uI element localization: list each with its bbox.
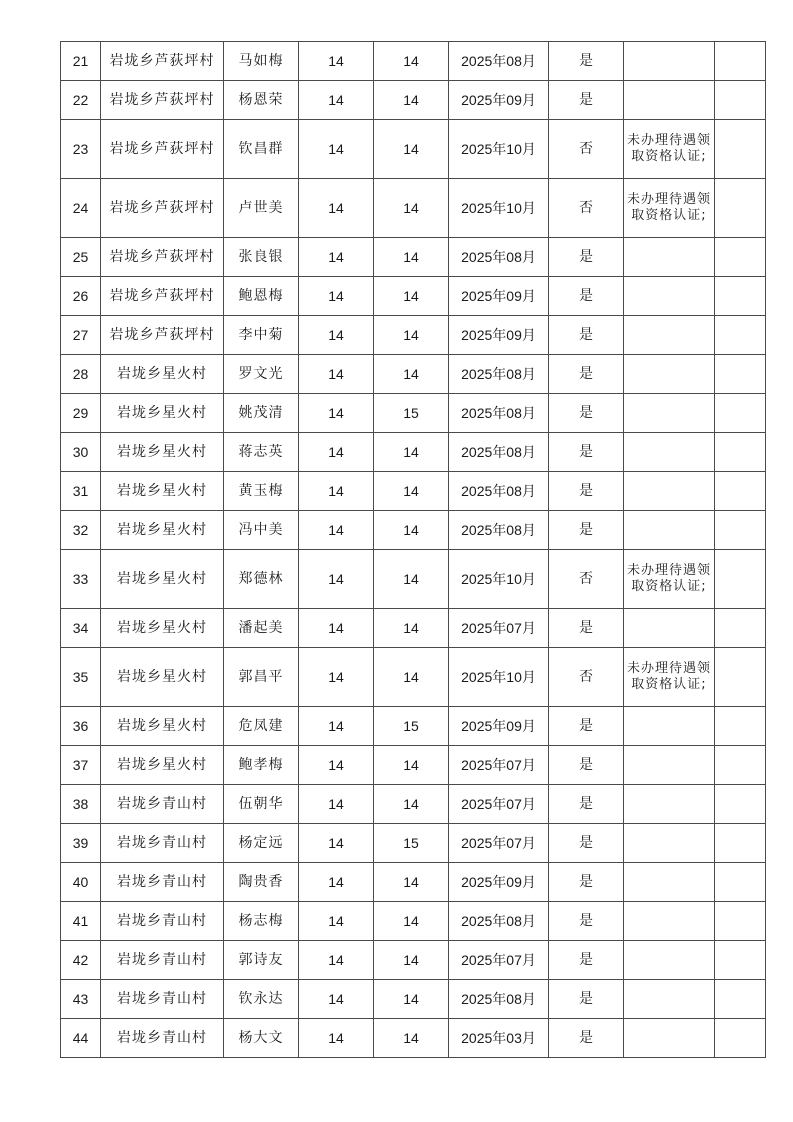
extra-cell: [715, 120, 766, 179]
table-row: [61, 81, 766, 120]
village-cell: 岩垅乡星火村: [101, 394, 224, 433]
note-cell: [624, 609, 715, 648]
value-cell-2: 14: [374, 511, 449, 550]
person-name-cell: 马如梅: [224, 42, 299, 81]
table-row: [61, 316, 766, 355]
date-cell: 2025年08月: [449, 511, 549, 550]
date-cell: 2025年08月: [449, 238, 549, 277]
status-cell: 否: [549, 648, 624, 707]
table-row: [61, 355, 766, 394]
status-cell: 是: [549, 394, 624, 433]
person-name-cell: 鲍孝梅: [224, 746, 299, 785]
value-cell-2: 14: [374, 238, 449, 277]
table-row: [61, 609, 766, 648]
village-cell: 岩垅乡星火村: [101, 707, 224, 746]
person-name-cell: 伍朝华: [224, 785, 299, 824]
extra-cell: [715, 785, 766, 824]
row-number-cell: 21: [61, 42, 101, 81]
table-row: [61, 42, 766, 81]
date-cell: 2025年07月: [449, 941, 549, 980]
status-cell: 是: [549, 863, 624, 902]
status-cell: 否: [549, 550, 624, 609]
value-cell-2: 14: [374, 81, 449, 120]
extra-cell: [715, 81, 766, 120]
status-cell: 是: [549, 472, 624, 511]
date-cell: 2025年08月: [449, 394, 549, 433]
table-row: [61, 394, 766, 433]
value-cell-2: 14: [374, 941, 449, 980]
village-cell: 岩垅乡芦荻坪村: [101, 277, 224, 316]
row-number-cell: 34: [61, 609, 101, 648]
value-cell-1: 14: [299, 179, 374, 238]
note-cell: 未办理待遇领取资格认证;: [624, 550, 715, 609]
note-cell: [624, 707, 715, 746]
extra-cell: [715, 355, 766, 394]
value-cell-1: 14: [299, 550, 374, 609]
note-cell: 未办理待遇领取资格认证;: [624, 179, 715, 238]
note-cell: 未办理待遇领取资格认证;: [624, 648, 715, 707]
table-row: [61, 746, 766, 785]
village-cell: 岩垅乡青山村: [101, 863, 224, 902]
value-cell-2: 14: [374, 746, 449, 785]
status-cell: 否: [549, 120, 624, 179]
date-cell: 2025年10月: [449, 120, 549, 179]
extra-cell: [715, 42, 766, 81]
date-cell: 2025年10月: [449, 550, 549, 609]
village-cell: 岩垅乡芦荻坪村: [101, 120, 224, 179]
extra-cell: [715, 902, 766, 941]
note-cell: [624, 902, 715, 941]
status-cell: 是: [549, 707, 624, 746]
value-cell-2: 14: [374, 785, 449, 824]
date-cell: 2025年08月: [449, 355, 549, 394]
date-cell: 2025年08月: [449, 472, 549, 511]
value-cell-1: 14: [299, 902, 374, 941]
status-cell: 是: [549, 902, 624, 941]
value-cell-2: 14: [374, 316, 449, 355]
table-row: [61, 707, 766, 746]
person-name-cell: 杨志梅: [224, 902, 299, 941]
value-cell-2: 15: [374, 394, 449, 433]
note-cell: 未办理待遇领取资格认证;: [624, 120, 715, 179]
status-cell: 是: [549, 42, 624, 81]
extra-cell: [715, 511, 766, 550]
village-cell: 岩垅乡星火村: [101, 648, 224, 707]
village-cell: 岩垅乡星火村: [101, 746, 224, 785]
note-cell: [624, 785, 715, 824]
note-cell: [624, 394, 715, 433]
status-cell: 是: [549, 511, 624, 550]
row-number-cell: 24: [61, 179, 101, 238]
row-number-cell: 29: [61, 394, 101, 433]
village-cell: 岩垅乡芦荻坪村: [101, 238, 224, 277]
table-row: [61, 1019, 766, 1058]
note-cell: [624, 511, 715, 550]
village-cell: 岩垅乡星火村: [101, 472, 224, 511]
row-number-cell: 38: [61, 785, 101, 824]
row-number-cell: 43: [61, 980, 101, 1019]
value-cell-1: 14: [299, 941, 374, 980]
value-cell-2: 14: [374, 863, 449, 902]
status-cell: 是: [549, 824, 624, 863]
village-cell: 岩垅乡芦荻坪村: [101, 316, 224, 355]
value-cell-1: 14: [299, 394, 374, 433]
note-cell: [624, 980, 715, 1019]
extra-cell: [715, 863, 766, 902]
note-cell: [624, 42, 715, 81]
value-cell-2: 15: [374, 707, 449, 746]
value-cell-2: 15: [374, 824, 449, 863]
note-cell: [624, 472, 715, 511]
village-cell: 岩垅乡星火村: [101, 511, 224, 550]
value-cell-1: 14: [299, 81, 374, 120]
table-row: [61, 980, 766, 1019]
value-cell-1: 14: [299, 511, 374, 550]
person-name-cell: 郭诗友: [224, 941, 299, 980]
status-cell: 是: [549, 1019, 624, 1058]
extra-cell: [715, 648, 766, 707]
table-row: [61, 902, 766, 941]
row-number-cell: 32: [61, 511, 101, 550]
table-body: [61, 42, 766, 1058]
row-number-cell: 39: [61, 824, 101, 863]
table-row: [61, 863, 766, 902]
person-name-cell: 姚茂清: [224, 394, 299, 433]
value-cell-2: 14: [374, 42, 449, 81]
table-row: [61, 472, 766, 511]
extra-cell: [715, 472, 766, 511]
date-cell: 2025年08月: [449, 433, 549, 472]
village-cell: 岩垅乡青山村: [101, 902, 224, 941]
extra-cell: [715, 746, 766, 785]
value-cell-1: 14: [299, 120, 374, 179]
extra-cell: [715, 609, 766, 648]
row-number-cell: 23: [61, 120, 101, 179]
date-cell: 2025年10月: [449, 179, 549, 238]
date-cell: 2025年09月: [449, 863, 549, 902]
status-cell: 是: [549, 238, 624, 277]
row-number-cell: 33: [61, 550, 101, 609]
extra-cell: [715, 941, 766, 980]
village-cell: 岩垅乡青山村: [101, 785, 224, 824]
table-row: [61, 785, 766, 824]
status-cell: 是: [549, 277, 624, 316]
value-cell-2: 14: [374, 1019, 449, 1058]
row-number-cell: 40: [61, 863, 101, 902]
value-cell-1: 14: [299, 355, 374, 394]
status-cell: 是: [549, 785, 624, 824]
row-number-cell: 22: [61, 81, 101, 120]
extra-cell: [715, 550, 766, 609]
person-name-cell: 张良银: [224, 238, 299, 277]
person-name-cell: 杨恩荣: [224, 81, 299, 120]
value-cell-2: 14: [374, 277, 449, 316]
village-cell: 岩垅乡青山村: [101, 824, 224, 863]
person-name-cell: 陶贵香: [224, 863, 299, 902]
value-cell-1: 14: [299, 472, 374, 511]
status-cell: 是: [549, 980, 624, 1019]
person-name-cell: 鲍恩梅: [224, 277, 299, 316]
value-cell-2: 14: [374, 980, 449, 1019]
date-cell: 2025年03月: [449, 1019, 549, 1058]
row-number-cell: 27: [61, 316, 101, 355]
status-cell: 否: [549, 179, 624, 238]
row-number-cell: 36: [61, 707, 101, 746]
person-name-cell: 危凤建: [224, 707, 299, 746]
table-row: [61, 550, 766, 609]
value-cell-2: 14: [374, 609, 449, 648]
row-number-cell: 28: [61, 355, 101, 394]
extra-cell: [715, 824, 766, 863]
date-cell: 2025年09月: [449, 81, 549, 120]
village-cell: 岩垅乡星火村: [101, 609, 224, 648]
row-number-cell: 37: [61, 746, 101, 785]
value-cell-1: 14: [299, 824, 374, 863]
value-cell-2: 14: [374, 433, 449, 472]
table-row: [61, 120, 766, 179]
date-cell: 2025年08月: [449, 42, 549, 81]
date-cell: 2025年07月: [449, 746, 549, 785]
extra-cell: [715, 238, 766, 277]
village-cell: 岩垅乡芦荻坪村: [101, 81, 224, 120]
note-cell: [624, 1019, 715, 1058]
status-cell: 是: [549, 609, 624, 648]
value-cell-1: 14: [299, 980, 374, 1019]
note-cell: [624, 941, 715, 980]
table-row: [61, 238, 766, 277]
row-number-cell: 35: [61, 648, 101, 707]
status-cell: 是: [549, 81, 624, 120]
value-cell-1: 14: [299, 42, 374, 81]
table-row: [61, 648, 766, 707]
value-cell-2: 14: [374, 550, 449, 609]
note-cell: [624, 824, 715, 863]
person-name-cell: 黄玉梅: [224, 472, 299, 511]
extra-cell: [715, 980, 766, 1019]
date-cell: 2025年07月: [449, 824, 549, 863]
date-cell: 2025年08月: [449, 980, 549, 1019]
date-cell: 2025年10月: [449, 648, 549, 707]
table-row: [61, 511, 766, 550]
table-row: [61, 179, 766, 238]
row-number-cell: 42: [61, 941, 101, 980]
note-cell: [624, 277, 715, 316]
row-number-cell: 44: [61, 1019, 101, 1058]
note-cell: [624, 238, 715, 277]
status-cell: 是: [549, 941, 624, 980]
table-row: [61, 824, 766, 863]
extra-cell: [715, 179, 766, 238]
value-cell-2: 14: [374, 355, 449, 394]
person-name-cell: 钦昌群: [224, 120, 299, 179]
person-name-cell: 冯中美: [224, 511, 299, 550]
person-name-cell: 郭昌平: [224, 648, 299, 707]
row-number-cell: 41: [61, 902, 101, 941]
row-number-cell: 30: [61, 433, 101, 472]
village-cell: 岩垅乡星火村: [101, 550, 224, 609]
status-cell: 是: [549, 746, 624, 785]
date-cell: 2025年09月: [449, 316, 549, 355]
status-cell: 是: [549, 316, 624, 355]
date-cell: 2025年09月: [449, 277, 549, 316]
date-cell: 2025年09月: [449, 707, 549, 746]
village-cell: 岩垅乡芦荻坪村: [101, 42, 224, 81]
note-cell: [624, 863, 715, 902]
value-cell-1: 14: [299, 863, 374, 902]
value-cell-1: 14: [299, 609, 374, 648]
village-cell: 岩垅乡星火村: [101, 433, 224, 472]
table-row: [61, 433, 766, 472]
date-cell: 2025年07月: [449, 609, 549, 648]
village-cell: 岩垅乡青山村: [101, 941, 224, 980]
row-number-cell: 25: [61, 238, 101, 277]
status-cell: 是: [549, 355, 624, 394]
value-cell-2: 14: [374, 902, 449, 941]
row-number-cell: 26: [61, 277, 101, 316]
person-name-cell: 罗文光: [224, 355, 299, 394]
village-cell: 岩垅乡青山村: [101, 1019, 224, 1058]
village-cell: 岩垅乡芦荻坪村: [101, 179, 224, 238]
date-cell: 2025年08月: [449, 902, 549, 941]
person-name-cell: 卢世美: [224, 179, 299, 238]
extra-cell: [715, 316, 766, 355]
value-cell-1: 14: [299, 277, 374, 316]
note-cell: [624, 433, 715, 472]
value-cell-1: 14: [299, 707, 374, 746]
person-name-cell: 杨定远: [224, 824, 299, 863]
value-cell-1: 14: [299, 316, 374, 355]
village-cell: 岩垅乡星火村: [101, 355, 224, 394]
note-cell: [624, 746, 715, 785]
table-row: [61, 941, 766, 980]
person-name-cell: 李中菊: [224, 316, 299, 355]
value-cell-2: 14: [374, 648, 449, 707]
value-cell-1: 14: [299, 238, 374, 277]
status-cell: 是: [549, 433, 624, 472]
extra-cell: [715, 277, 766, 316]
value-cell-2: 14: [374, 472, 449, 511]
value-cell-1: 14: [299, 433, 374, 472]
extra-cell: [715, 433, 766, 472]
person-name-cell: 潘起美: [224, 609, 299, 648]
village-cell: 岩垅乡青山村: [101, 980, 224, 1019]
extra-cell: [715, 1019, 766, 1058]
note-cell: [624, 81, 715, 120]
extra-cell: [715, 394, 766, 433]
value-cell-2: 14: [374, 179, 449, 238]
value-cell-1: 14: [299, 1019, 374, 1058]
extra-cell: [715, 707, 766, 746]
value-cell-1: 14: [299, 785, 374, 824]
table-row: [61, 277, 766, 316]
value-cell-1: 14: [299, 746, 374, 785]
note-cell: [624, 316, 715, 355]
row-number-cell: 31: [61, 472, 101, 511]
person-name-cell: 郑德林: [224, 550, 299, 609]
person-name-cell: 钦永达: [224, 980, 299, 1019]
note-cell: [624, 355, 715, 394]
person-name-cell: 杨大文: [224, 1019, 299, 1058]
value-cell-1: 14: [299, 648, 374, 707]
date-cell: 2025年07月: [449, 785, 549, 824]
value-cell-2: 14: [374, 120, 449, 179]
beneficiary-table: [60, 41, 766, 1058]
person-name-cell: 蒋志英: [224, 433, 299, 472]
